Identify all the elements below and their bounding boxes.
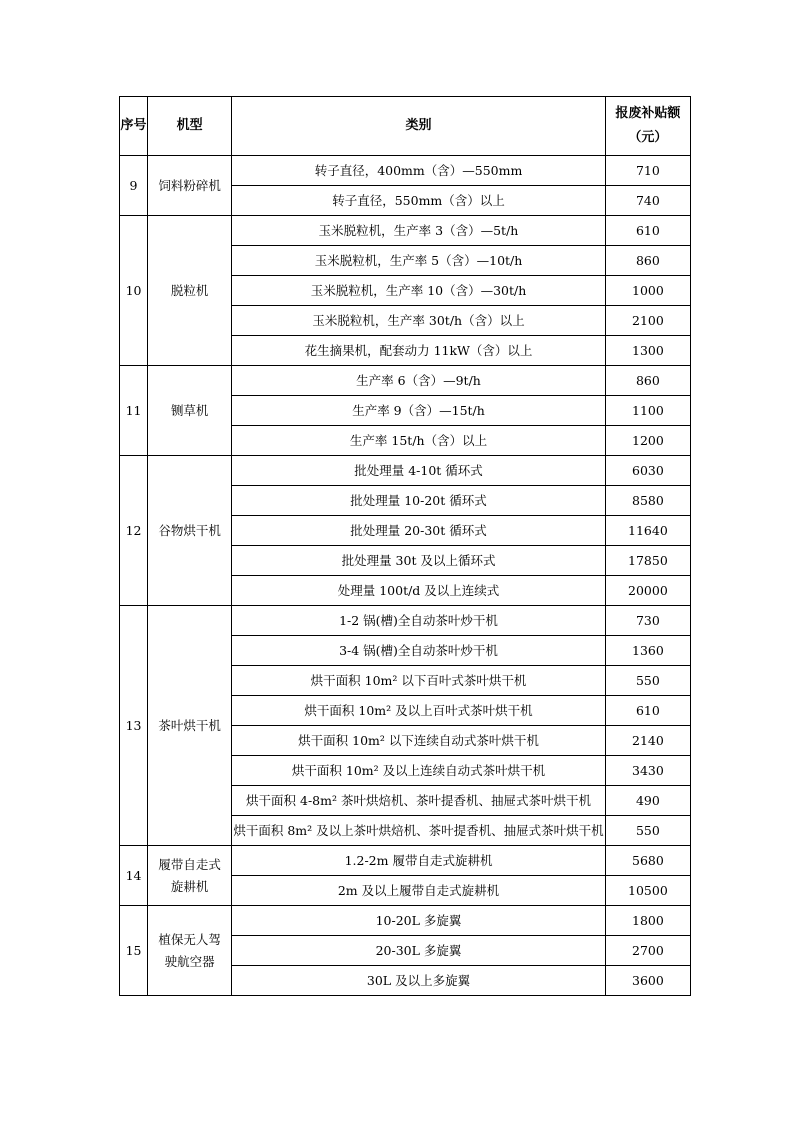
amount-cell: 1360 bbox=[605, 636, 690, 666]
machine-type-label: 茶叶烘干机 bbox=[158, 717, 221, 733]
table-row bbox=[120, 846, 691, 876]
amount-cell: 1300 bbox=[605, 336, 690, 366]
machine-type bbox=[148, 366, 232, 456]
amount-cell: 2100 bbox=[605, 306, 690, 336]
row-number: 11 bbox=[120, 366, 148, 456]
category-cell: 生产率 15t/h（含）以上 bbox=[232, 426, 606, 456]
category-cell: 20-30L 多旋翼 bbox=[232, 936, 606, 966]
category-cell: 玉米脱粒机，生产率 3（含）—5t/h bbox=[232, 216, 606, 246]
machine-type bbox=[148, 846, 232, 906]
amount-cell: 1000 bbox=[605, 276, 690, 306]
amount-cell: 1800 bbox=[605, 906, 690, 936]
category-cell: 玉米脱粒机，生产率 10（含）—30t/h bbox=[232, 276, 606, 306]
row-number: 13 bbox=[120, 606, 148, 846]
amount-cell: 1200 bbox=[605, 426, 690, 456]
amount-cell: 2700 bbox=[605, 936, 690, 966]
table-row bbox=[120, 366, 691, 396]
amount-cell: 10500 bbox=[605, 876, 690, 906]
category-cell: 10-20L 多旋翼 bbox=[232, 906, 606, 936]
category-cell: 批处理量 4-10t 循环式 bbox=[232, 456, 606, 486]
header-category: 类别 bbox=[232, 97, 606, 156]
amount-cell: 610 bbox=[605, 696, 690, 726]
category-cell: 3-4 锅(槽)全自动茶叶炒干机 bbox=[232, 636, 606, 666]
row-number: 15 bbox=[120, 906, 148, 996]
amount-cell: 1100 bbox=[605, 396, 690, 426]
category-cell: 烘干面积 10m² 及以上连续自动式茶叶烘干机 bbox=[232, 756, 606, 786]
category-cell: 转子直径，550mm（含）以上 bbox=[232, 186, 606, 216]
amount-cell: 490 bbox=[605, 786, 690, 816]
category-cell: 1-2 锅(槽)全自动茶叶炒干机 bbox=[232, 606, 606, 636]
category-cell: 烘干面积 10m² 及以上百叶式茶叶烘干机 bbox=[232, 696, 606, 726]
category-cell: 烘干面积 10m² 以下连续自动式茶叶烘干机 bbox=[232, 726, 606, 756]
table-body bbox=[120, 156, 691, 996]
machine-type bbox=[148, 606, 232, 846]
category-cell: 生产率 9（含）—15t/h bbox=[232, 396, 606, 426]
amount-cell: 20000 bbox=[605, 576, 690, 606]
category-cell: 转子直径，400mm（含）—550mm bbox=[232, 156, 606, 186]
amount-cell: 730 bbox=[605, 606, 690, 636]
category-cell: 花生摘果机，配套动力 11kW（含）以上 bbox=[232, 336, 606, 366]
amount-cell: 3430 bbox=[605, 756, 690, 786]
row-number: 10 bbox=[120, 216, 148, 366]
row-number: 14 bbox=[120, 846, 148, 906]
header-model: 机型 bbox=[148, 97, 232, 156]
header-row bbox=[120, 97, 691, 156]
machine-type bbox=[148, 456, 232, 606]
subsidy-table bbox=[119, 96, 691, 996]
category-cell: 批处理量 20-30t 循环式 bbox=[232, 516, 606, 546]
machine-type-label: 饲料粉碎机 bbox=[158, 177, 221, 193]
category-cell: 烘干面积 10m² 以下百叶式茶叶烘干机 bbox=[232, 666, 606, 696]
category-cell: 烘干面积 4-8m² 茶叶烘焙机、茶叶提香机、抽屉式茶叶烘干机 bbox=[232, 786, 606, 816]
amount-cell: 11640 bbox=[605, 516, 690, 546]
header-no: 序号 bbox=[120, 97, 148, 156]
amount-cell: 6030 bbox=[605, 456, 690, 486]
machine-type-label: 履带自走式旋耕机 bbox=[158, 856, 221, 894]
amount-cell: 550 bbox=[605, 666, 690, 696]
category-cell: 玉米脱粒机，生产率 5（含）—10t/h bbox=[232, 246, 606, 276]
category-cell: 玉米脱粒机，生产率 30t/h（含）以上 bbox=[232, 306, 606, 336]
amount-cell: 8580 bbox=[605, 486, 690, 516]
table-row bbox=[120, 606, 691, 636]
table-row bbox=[120, 156, 691, 186]
row-number: 9 bbox=[120, 156, 148, 216]
row-number: 12 bbox=[120, 456, 148, 606]
amount-cell: 550 bbox=[605, 816, 690, 846]
amount-cell: 740 bbox=[605, 186, 690, 216]
table-row bbox=[120, 456, 691, 486]
machine-type bbox=[148, 156, 232, 216]
amount-cell: 610 bbox=[605, 216, 690, 246]
machine-type-label: 铡草机 bbox=[170, 402, 209, 418]
table-row bbox=[120, 906, 691, 936]
category-cell: 2m 及以上履带自走式旋耕机 bbox=[232, 876, 606, 906]
amount-cell: 2140 bbox=[605, 726, 690, 756]
amount-cell: 17850 bbox=[605, 546, 690, 576]
category-cell: 烘干面积 8m² 及以上茶叶烘焙机、茶叶提香机、抽屉式茶叶烘干机 bbox=[232, 816, 606, 846]
amount-cell: 860 bbox=[605, 246, 690, 276]
category-cell: 处理量 100t/d 及以上连续式 bbox=[232, 576, 606, 606]
amount-cell: 860 bbox=[605, 366, 690, 396]
table-row bbox=[120, 216, 691, 246]
machine-type-label: 谷物烘干机 bbox=[158, 522, 221, 538]
category-cell: 批处理量 10-20t 循环式 bbox=[232, 486, 606, 516]
machine-type-label: 植保无人驾驶航空器 bbox=[158, 931, 221, 969]
category-cell: 1.2-2m 履带自走式旋耕机 bbox=[232, 846, 606, 876]
amount-cell: 3600 bbox=[605, 966, 690, 996]
header-amount: 报废补贴额（元） bbox=[605, 97, 690, 156]
amount-cell: 5680 bbox=[605, 846, 690, 876]
machine-type bbox=[148, 216, 232, 366]
machine-type-label: 脱粒机 bbox=[170, 282, 209, 298]
machine-type bbox=[148, 906, 232, 996]
category-cell: 批处理量 30t 及以上循环式 bbox=[232, 546, 606, 576]
amount-cell: 710 bbox=[605, 156, 690, 186]
category-cell: 生产率 6（含）—9t/h bbox=[232, 366, 606, 396]
category-cell: 30L 及以上多旋翼 bbox=[232, 966, 606, 996]
